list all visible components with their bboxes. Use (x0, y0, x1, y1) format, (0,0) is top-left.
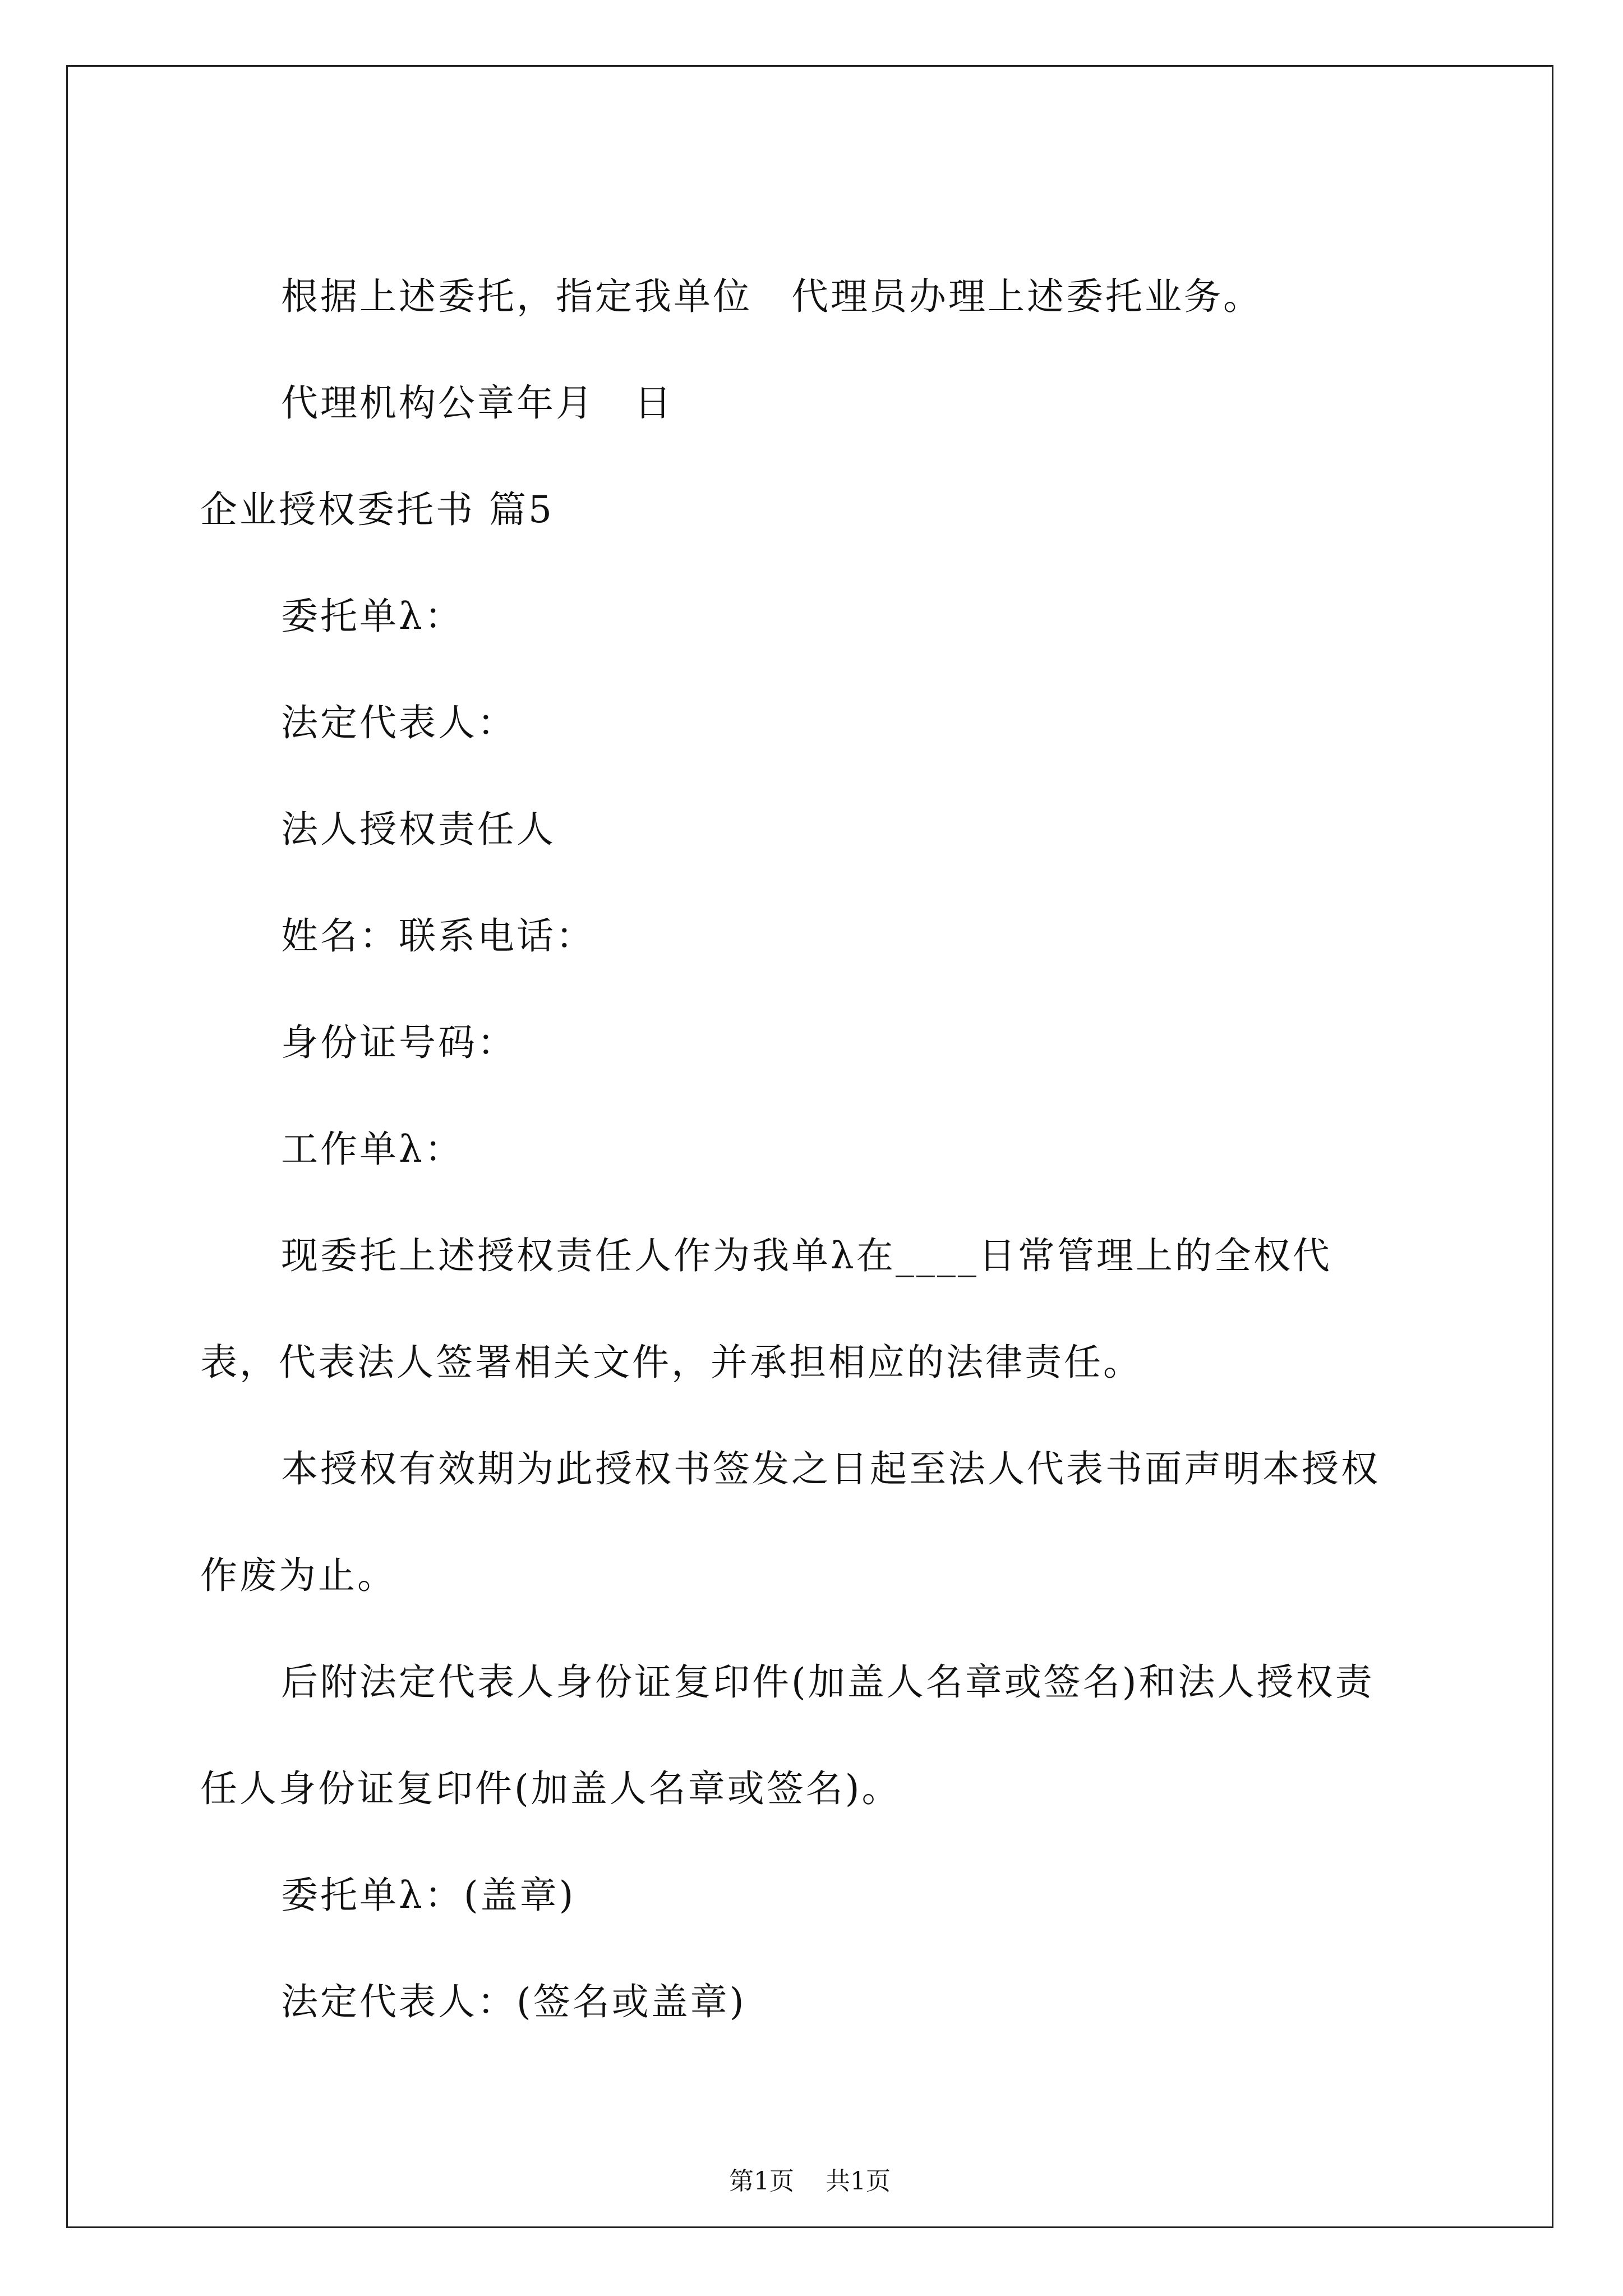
page-number-total: 共1页 (826, 2167, 891, 2196)
document-body (68, 67, 1552, 2226)
paragraph-line: 法人授权责任人 (281, 808, 556, 851)
paragraph-line: 作废为止。 (200, 1554, 396, 1597)
paragraph-line: 法定代表人：(签名或盖章) (281, 1980, 746, 2023)
paragraph-line: 表，代表法人签署相关文件，并承担相应的法律责任。 (200, 1341, 1142, 1384)
paragraph-line: 姓名：联系电话： (281, 914, 595, 958)
paragraph-line: 委托单λ： (281, 595, 464, 638)
page-footer (68, 2166, 1552, 2197)
paragraph-line: 法定代表人： (281, 701, 517, 744)
paragraph-line: 本授权有效期为此授权书签发之日起至法人代表书面声明本授权 (281, 1447, 1380, 1490)
paragraph-line: 任人身份证复印件(加盖人名章或签名)。 (200, 1767, 901, 1810)
paragraph-line: 现委托上述授权责任人作为我单λ在____日常管理上的全权代 (281, 1234, 1332, 1277)
paragraph-line: 根据上述委托，指定我单位 代理员办理上述委托业务。 (281, 275, 1262, 318)
page-number-current: 第1页 (729, 2167, 794, 2196)
paragraph-line: 工作单λ： (281, 1128, 464, 1171)
section-heading: 企业授权委托书 篇5 (200, 488, 554, 531)
page-frame (66, 65, 1553, 2228)
paragraph-line: 代理机构公章年月 日 (281, 381, 674, 425)
paragraph-line: 后附法定代表人身份证复印件(加盖人名章或签名)和法人授权责 (281, 1660, 1375, 1704)
paragraph-line: 委托单λ：(盖章) (281, 1874, 576, 1917)
paragraph-line: 身份证号码： (281, 1021, 517, 1064)
